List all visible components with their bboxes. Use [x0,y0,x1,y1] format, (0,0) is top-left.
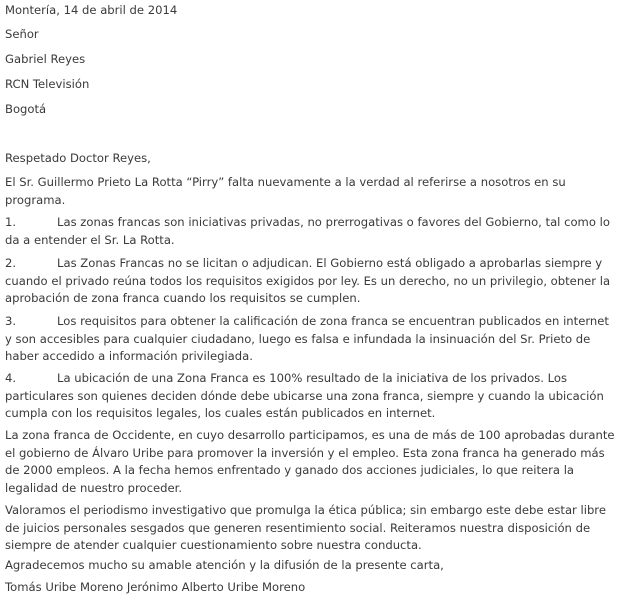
point-number: 4. [5,371,17,385]
recipient-org: RCN Televisión [5,77,90,91]
point-text: La ubicación de una Zona Franca es 100% resultado de la iniciativa de los privados. Los particulares son quienes deciden dónde debe ubicarse una zona franca, siempre y cuando la ubicación cumpla con los requisitos legales, los cuales están publicados en internet. [5,371,604,420]
point-3 [5,313,617,366]
point-text: Los requisitos para obtener la calificación de zona franca se encuentran publicados en internet y son accesibles para cualquier ciudadano, luego es falsa e infundada la insinuación del Sr. Prieto de haber accedido a información privilegiada. [5,314,609,363]
recipient-city: Bogotá [5,102,47,116]
date-line: Montería, 14 de abril de 2014 [5,3,178,17]
closing-line: Agradecemos mucho su amable atención y la difusión de la presente carta, [5,558,444,572]
salutation: Respetado Doctor Reyes, [5,151,151,165]
point-text: Las Zonas Francas no se licitan o adjudican. El Gobierno está obligado a aprobarlas siempre y cuando el privado reúna todos los requisitos exigidos por ley. Es un derecho, no un privilegio, obtener la aprobación de zona franca cuando los requisitos se cumplen. [5,256,611,305]
point-1 [5,214,617,249]
point-2 [5,255,617,308]
point-number: 3. [5,314,17,328]
paragraph-periodismo: Valoramos el periodismo investigativo que promulga la ética pública; sin embargo este debe estar libre de juicios personales sesgados que generen resentimiento social. Reiteramos nuestra disposición de siempre de atender cualquier cuestionamiento sobre nuestra conducta. [5,503,606,552]
recipient-name: Gabriel Reyes [5,52,86,66]
recipient-title: Señor [5,27,39,41]
intro-paragraph: El Sr. Guillermo Prieto La Rotta “Pirry” falta nuevamente a la verdad al referirse a nosotros en su programa. [5,175,566,207]
signatures: Tomás Uribe Moreno Jerónimo Alberto Uribe Moreno [5,580,306,594]
point-text: Las zonas francas son iniciativas privadas, no prerrogativas o favores del Gobierno, tal como lo da a entender el Sr. La Rotta. [5,215,610,247]
point-number: 2. [5,256,17,270]
point-number: 1. [5,215,17,229]
point-4 [5,370,617,423]
paragraph-occidente: La zona franca de Occidente, en cuyo desarrollo participamos, es una de más de 100 aprobadas durante el gobierno de Álvaro Uribe para promover la inversión y el empleo. Esta zona franca ha generado más de 2000 empleos. A la fecha hemos enfrentado y ganado dos acciones judiciales, lo que reitera la legalidad de nuestro proceder. [5,428,615,495]
